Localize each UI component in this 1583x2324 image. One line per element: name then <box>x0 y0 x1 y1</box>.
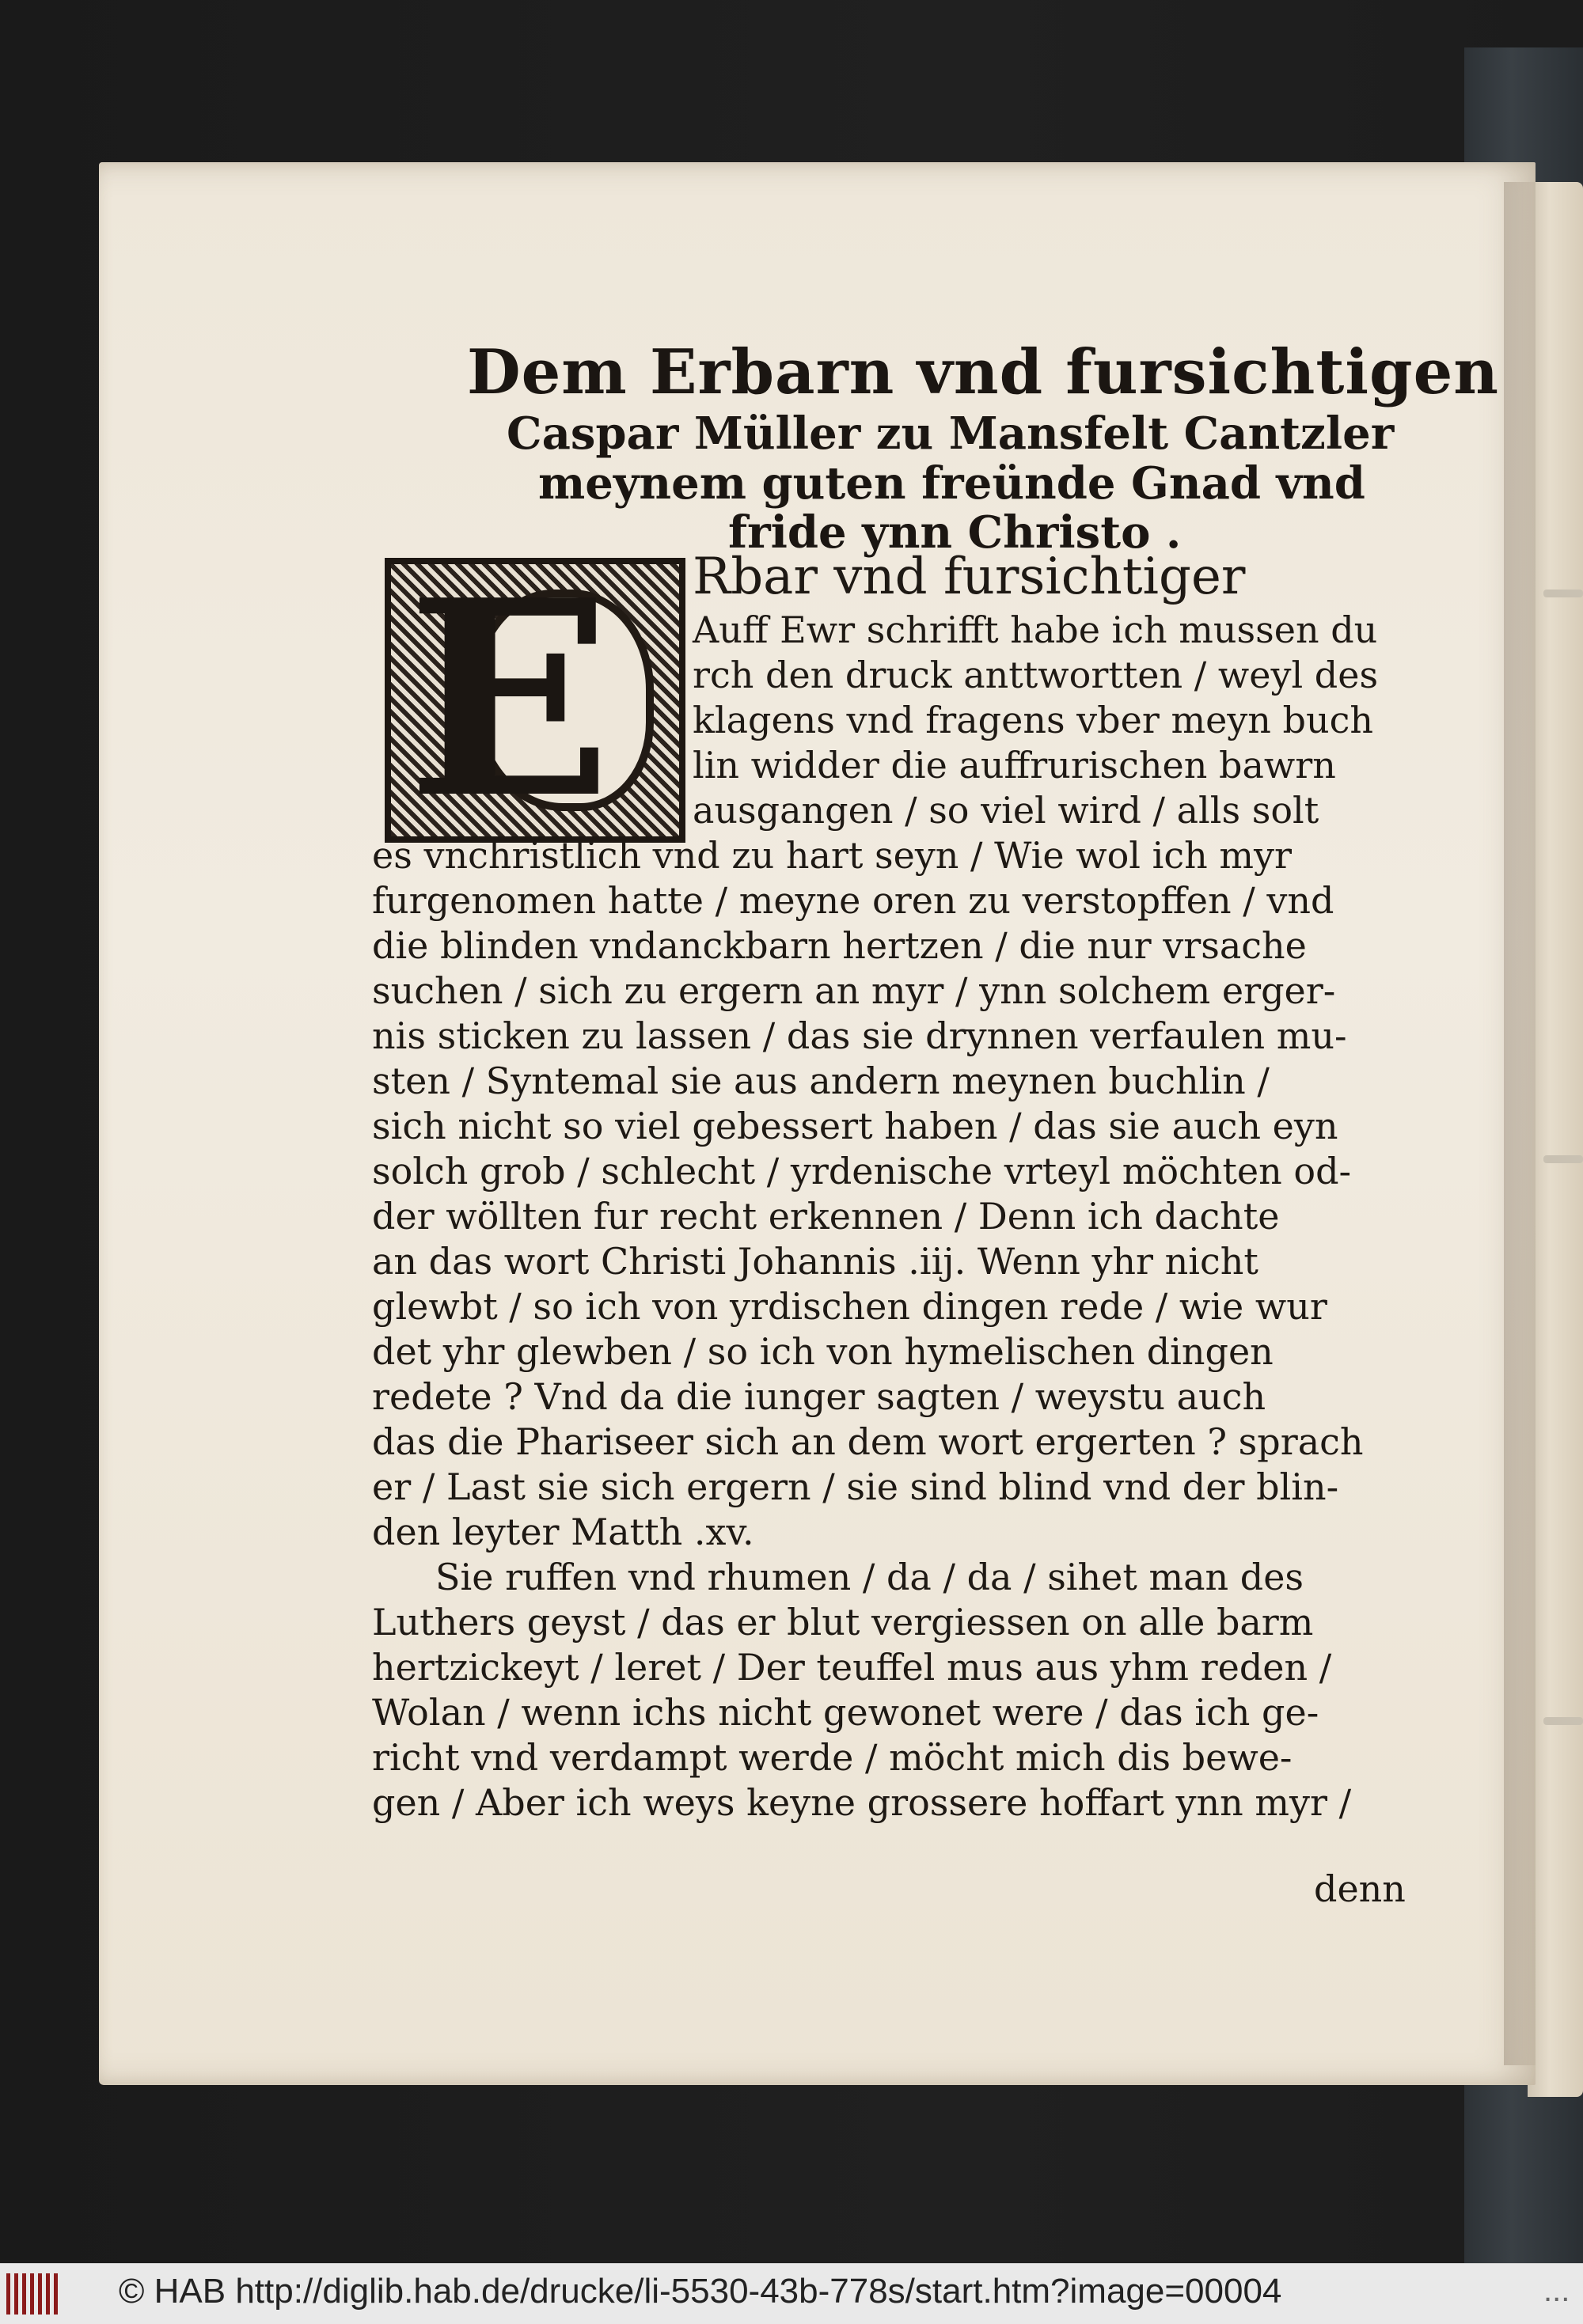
text-line: nis sticken zu lassen / das sie drynnen verfaulen mu- <box>372 1014 1347 1057</box>
text-line: glewbt / so ich von yrdischen dingen rede / wie wur <box>372 1285 1327 1328</box>
text-line: die blinden vndanckbarn hertzen / die nur vrsache <box>372 924 1307 967</box>
text-line: lin widder die auffrurischen bawrn <box>693 744 1336 787</box>
heading-line-4: fride ynn Christo . <box>728 506 1182 559</box>
text-line: Luthers geyst / das er blut vergiessen on alle barm <box>372 1601 1314 1643</box>
text-line: Rbar vnd fursichtiger <box>693 548 1246 606</box>
text-line: den leyter Matth .xv. <box>372 1511 754 1553</box>
binding-thread <box>1543 1717 1583 1725</box>
binding-thread <box>1543 1155 1583 1163</box>
heading-line-2: Caspar Müller zu Mansfelt Cantzler <box>507 408 1395 460</box>
text-line: der wöllten fur recht erkennen / Denn ich dachte <box>372 1195 1280 1238</box>
text-line: sten / Syntemal sie aus andern meynen buchlin / <box>372 1060 1270 1102</box>
text-line: an das wort Christi Johannis .iij. Wenn yhr nicht <box>372 1240 1258 1283</box>
text-line: es vnchristlich vnd zu hart seyn / Wie wol ich myr <box>372 834 1292 877</box>
text-line: ausgangen / so viel wird / alls solt <box>693 789 1319 832</box>
catchword: denn <box>1314 1867 1406 1910</box>
next-leaf-edge <box>1528 182 1583 2097</box>
text-line: det yhr glewben / so ich von hymelischen dingen <box>372 1330 1274 1373</box>
initial-letter: E <box>407 542 613 858</box>
heading-line-1: Dem Erbarn vnd fursichtigen <box>467 336 1499 408</box>
text-line: er / Last sie sich ergern / sie sind blind vnd der blin- <box>372 1465 1339 1508</box>
text-line: rch den druck anttwortten / weyl des <box>693 654 1379 696</box>
hab-logo-icon <box>6 2273 62 2315</box>
more-options-icon[interactable]: ... <box>1543 2273 1570 2308</box>
text-line: das die Phariseer sich an dem wort ergerten ? sprach <box>372 1420 1364 1463</box>
source-url-text[interactable]: © HAB http://diglib.hab.de/drucke/li-5530-43b-778s/start.htm?image=00004 <box>119 2272 1282 2311</box>
text-line: Sie ruffen vnd rhumen / da / da / sihet man des <box>435 1556 1304 1598</box>
text-line: gen / Aber ich weys keyne grossere hoffart ynn myr / <box>372 1781 1352 1824</box>
text-line: redete ? Vnd da die iunger sagten / weystu auch <box>372 1375 1266 1418</box>
text-line: sich nicht so viel gebessert haben / das sie auch eyn <box>372 1105 1338 1147</box>
text-line: solch grob / schlecht / yrdenische vrteyl möchten od- <box>372 1150 1352 1192</box>
text-line: richt vnd verdampt werde / möcht mich dis bewe- <box>372 1736 1293 1779</box>
text-line: hertzickeyt / leret / Der teuffel mus aus yhm reden / <box>372 1646 1332 1689</box>
text-line: Auff Ewr schrifft habe ich mussen du <box>693 608 1378 651</box>
text-line: klagens vnd fragens vber meyn buch <box>693 699 1373 741</box>
binding-thread <box>1543 590 1583 597</box>
text-line: Wolan / wenn ichs nicht gewonet were / das ich ge- <box>372 1691 1319 1734</box>
page-gutter-shadow <box>1504 182 1536 2065</box>
body-text <box>372 542 1417 1825</box>
text-line: suchen / sich zu ergern an myr / ynn solchem erger- <box>372 969 1336 1012</box>
viewer-footer-bar <box>0 2263 1583 2324</box>
heading-line-3: meynem guten freünde Gnad vnd <box>538 457 1365 510</box>
text-line: furgenomen hatte / meyne oren zu verstopffen / vnd <box>372 879 1334 922</box>
